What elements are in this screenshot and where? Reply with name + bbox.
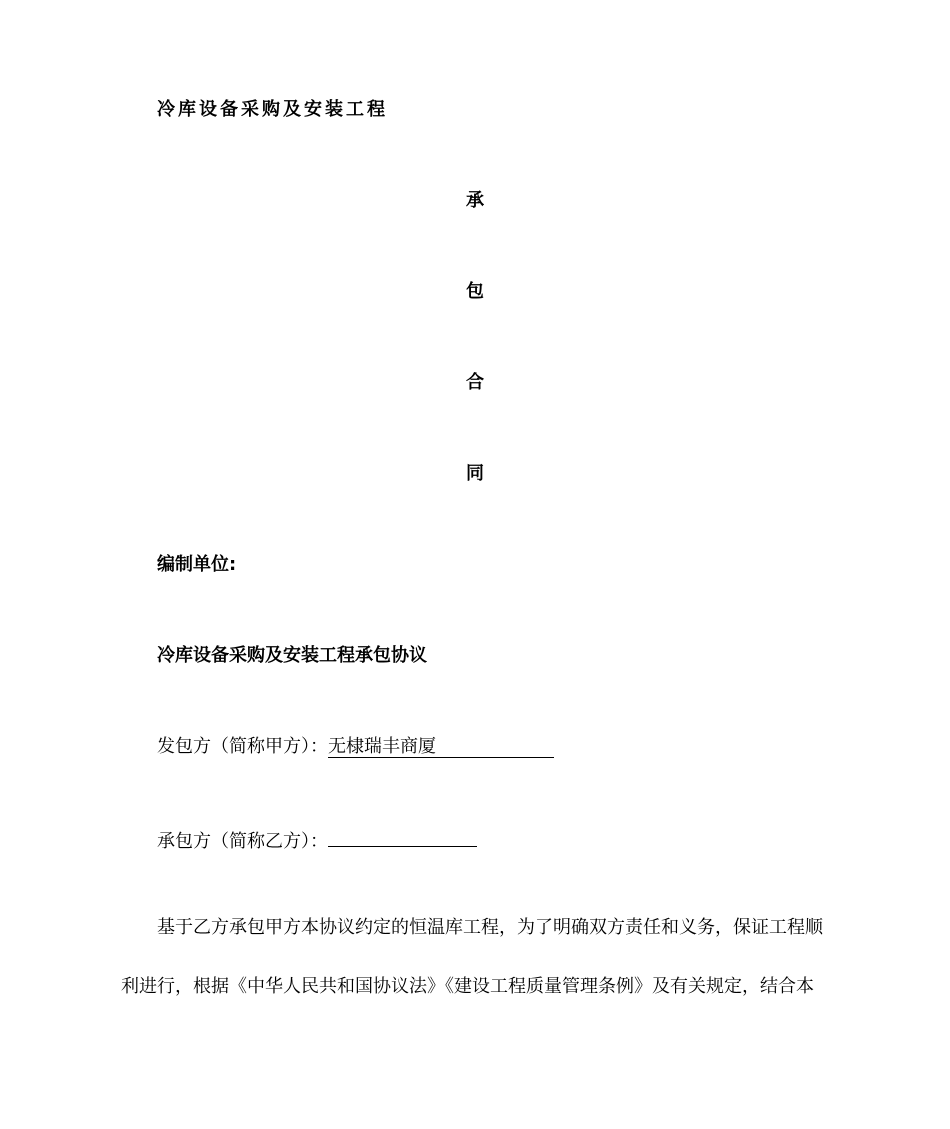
- vertical-title-char-3: 合: [466, 372, 484, 393]
- body-paragraph-line-1: 基于乙方承包甲方本协议约定的恒温库工程，为了明确双方责任和义务，保证工程顺: [157, 917, 823, 938]
- compiling-unit-label: 编制单位:: [157, 554, 237, 575]
- vertical-title-char-4: 同: [466, 463, 484, 484]
- party-b-line: [157, 826, 477, 854]
- cover-title: 冷库设备采购及安装工程: [157, 99, 388, 120]
- body-paragraph-line-2: 利进行，根据《中华人民共和国协议法》《建设工程质量管理条例》及有关规定，结合本: [121, 976, 814, 997]
- party-b-label: 承包方（简称乙方）：: [157, 831, 328, 852]
- vertical-title-char-2: 包: [466, 281, 484, 302]
- party-a-value-field: 无棣瑞丰商厦: [328, 737, 554, 758]
- party-a-line: [157, 735, 554, 759]
- agreement-title: 冷库设备采购及安装工程承包协议: [157, 645, 427, 666]
- party-a-label: 发包方（简称甲方）：: [157, 736, 328, 757]
- party-b-value-field: [328, 826, 477, 847]
- vertical-title-char-1: 承: [466, 190, 484, 211]
